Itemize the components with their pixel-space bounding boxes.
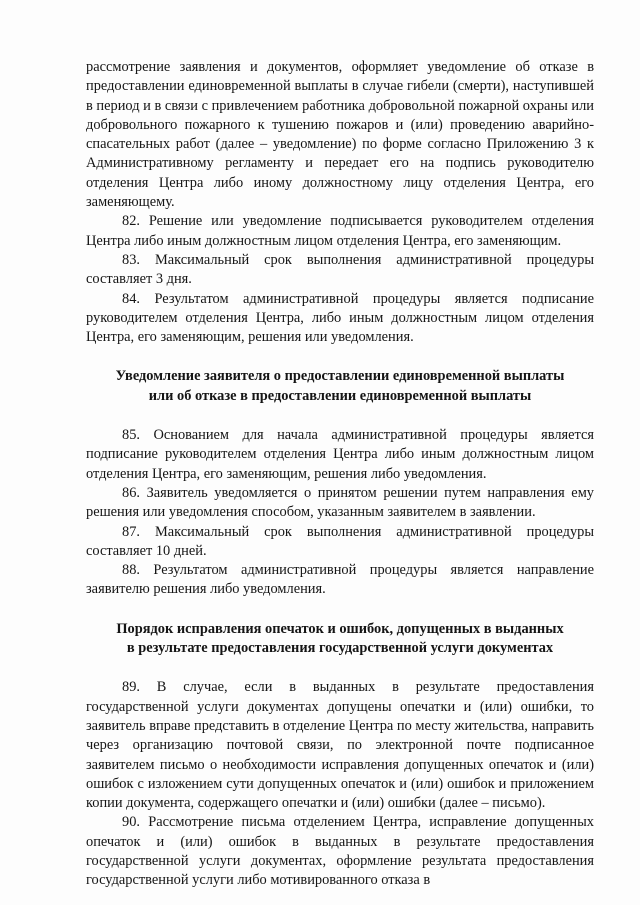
document-body [86, 58, 594, 891]
paragraph-continuation: рассмотрение заявления и документов, оформляет уведомление об отказе в предоставлении единовременной выплаты в случае гибели (смерти), наступившей в период и в связи с привлечением работника добровольной пожарной охраны или добровольного пожарного к тушению пожаров и (или) проведению аварийно-спасательных работ (далее – уведомление) по форме согласно Приложению 3 к Административному регламенту и передает его на подпись руководителю отделения Центра либо иному должностному лицу отделения Центра, его заменяющему. [86, 59, 594, 211]
paragraph-88: 88. Результатом административной процедуры является направление заявителю решения либо уведомления. [86, 562, 594, 598]
paragraph-86: 86. Заявитель уведомляется о принятом решении путем направления ему решения или уведомления способом, указанным заявителем в заявлении. [86, 484, 594, 521]
paragraph-87: 87. Максимальный срок выполнения административной процедуры составляет 10 дней. [86, 523, 594, 559]
paragraph-89: 89. В случае, если в выданных в результате предоставления государственной услуги документах допущены опечатки и (или) ошибки, то заявитель вправе представить в отделение Центра по месту жительства, направить через организацию почтовой связи, по электронной почте подписанное заявителем письмо о необходимости исправления допущенных опечаток и (или) ошибок с изложением сути допущенных опечаток и (или) ошибок и приложением копии документа, содержащего опечатки и (или) ошибки (далее – письмо). [86, 679, 594, 812]
paragraph-82: 82. Решение или уведомление подписывается руководителем отделения Центра либо иным должностным лицом отделения Центра, его заменяющим. [86, 213, 594, 249]
paragraph-83: 83. Максимальный срок выполнения административной процедуры составляет 3 дня. [86, 251, 594, 288]
paragraph-90: 90. Рассмотрение письма отделением Центра, исправление допущенных опечаток и (или) ошибок в выданных в результате предоставления государственной услуги документах, оформление результата предоставления государственной услуги либо мотивированного отказа в [86, 814, 594, 889]
section-heading-corrections-line-1: Порядок исправления опечаток и ошибок, допущенных в выданных [116, 620, 564, 637]
paragraph-84: 84. Результатом административной процедуры является подписание руководителем отделения Центра, либо иным должностным лицом отделения Центра, его заменяющим, решения или уведомления. [86, 290, 594, 346]
section-heading-notification-line-1: Уведомление заявителя о предоставлении единовременной выплаты [115, 368, 565, 385]
section-heading-corrections-line-2: в результате предоставления государственной услуги документах [126, 640, 554, 657]
paragraph-85: 85. Основанием для начала административной процедуры является подписание руководителем отделения Центра либо иным должностным лицом отделения Центра, его заменяющим, решения либо уведомления. [86, 427, 594, 482]
section-heading-notification-line-2: или об отказе в предоставлении единовременной выплаты [148, 387, 532, 404]
